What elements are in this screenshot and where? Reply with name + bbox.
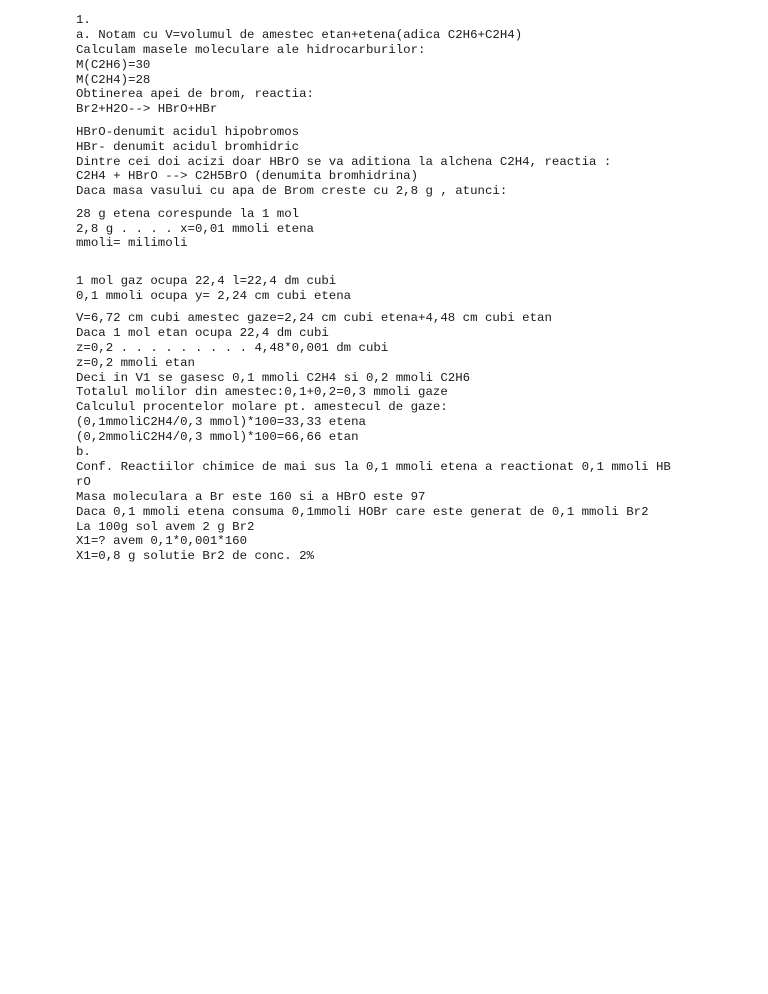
text-line: Deci in V1 se gasesc 0,1 mmoli C2H4 si 0,2 mmoli C2H6 xyxy=(76,370,471,385)
text-line: M(C2H6)=30 xyxy=(76,57,151,72)
text-line: X1=0,8 g solutie Br2 de conc. 2% xyxy=(76,549,314,564)
text-line: Masa moleculara a Br este 160 si a HBrO este 97 xyxy=(76,489,426,504)
text-line: mmoli= milimoli xyxy=(76,236,188,251)
text-line: Daca 1 mol etan ocupa 22,4 dm cubi xyxy=(76,325,329,340)
text-line: a. Notam cu V=volumul de amestec etan+etena(adica C2H6+C2H4) xyxy=(76,27,523,42)
text-line: Totalul molilor din amestec:0,1+0,2=0,3 mmoli gaze xyxy=(76,385,448,400)
paragraph-gap xyxy=(76,117,696,125)
text-line: Calculam masele moleculare ale hidrocarburilor: xyxy=(76,42,426,57)
paragraph-gap xyxy=(76,251,696,273)
text-line: b. xyxy=(76,445,91,460)
document-text xyxy=(76,13,696,564)
text-line: V=6,72 cm cubi amestec gaze=2,24 cm cubi etena+4,48 cm cubi etan xyxy=(76,311,552,326)
text-line: Daca 0,1 mmoli etena consuma 0,1mmoli HOBr care este generat de 0,1 mmoli Br2 xyxy=(76,504,649,519)
text-line: (0,2mmoliC2H4/0,3 mmol)*100=66,66 etan xyxy=(76,430,359,445)
text-line: z=0,2 mmoli etan xyxy=(76,355,195,370)
text-line: 2,8 g . . . . x=0,01 mmoli etena xyxy=(76,221,314,236)
text-line: HBrO-denumit acidul hipobromos xyxy=(76,124,300,139)
paragraph-gap xyxy=(76,304,696,312)
text-line: Calculul procentelor molare pt. amestecul de gaze: xyxy=(76,400,448,415)
text-line: Dintre cei doi acizi doar HBrO se va aditiona la alchena C2H4, reactia : xyxy=(76,154,612,169)
text-line: 0,1 mmoli ocupa y= 2,24 cm cubi etena xyxy=(76,288,352,303)
text-line: Daca masa vasului cu apa de Brom creste cu 2,8 g , atunci: xyxy=(76,184,508,199)
paragraph-gap xyxy=(76,199,696,207)
text-line: z=0,2 . . . . . . . . . 4,48*0,001 dm cubi xyxy=(76,340,389,355)
text-line: La 100g sol avem 2 g Br2 xyxy=(76,519,255,534)
text-line: 1 mol gaz ocupa 22,4 l=22,4 dm cubi xyxy=(76,273,337,288)
text-line: 28 g etena corespunde la 1 mol xyxy=(76,206,300,221)
text-line: M(C2H4)=28 xyxy=(76,72,151,87)
text-line: Obtinerea apei de brom, reactia: xyxy=(76,87,314,102)
text-line: (0,1mmoliC2H4/0,3 mmol)*100=33,33 etena xyxy=(76,415,366,430)
text-line: C2H4 + HBrO --> C2H5BrO (denumita bromhidrina) xyxy=(76,169,419,184)
text-line: rO xyxy=(76,474,91,489)
text-line: HBr- denumit acidul bromhidric xyxy=(76,139,300,154)
text-line: X1=? avem 0,1*0,001*160 xyxy=(76,534,248,549)
text-line: Br2+H2O--> HBrO+HBr xyxy=(76,102,218,117)
text-line: Conf. Reactiilor chimice de mai sus la 0,1 mmoli etena a reactionat 0,1 mmoli HB xyxy=(76,459,671,474)
text-line: 1. xyxy=(76,13,91,27)
